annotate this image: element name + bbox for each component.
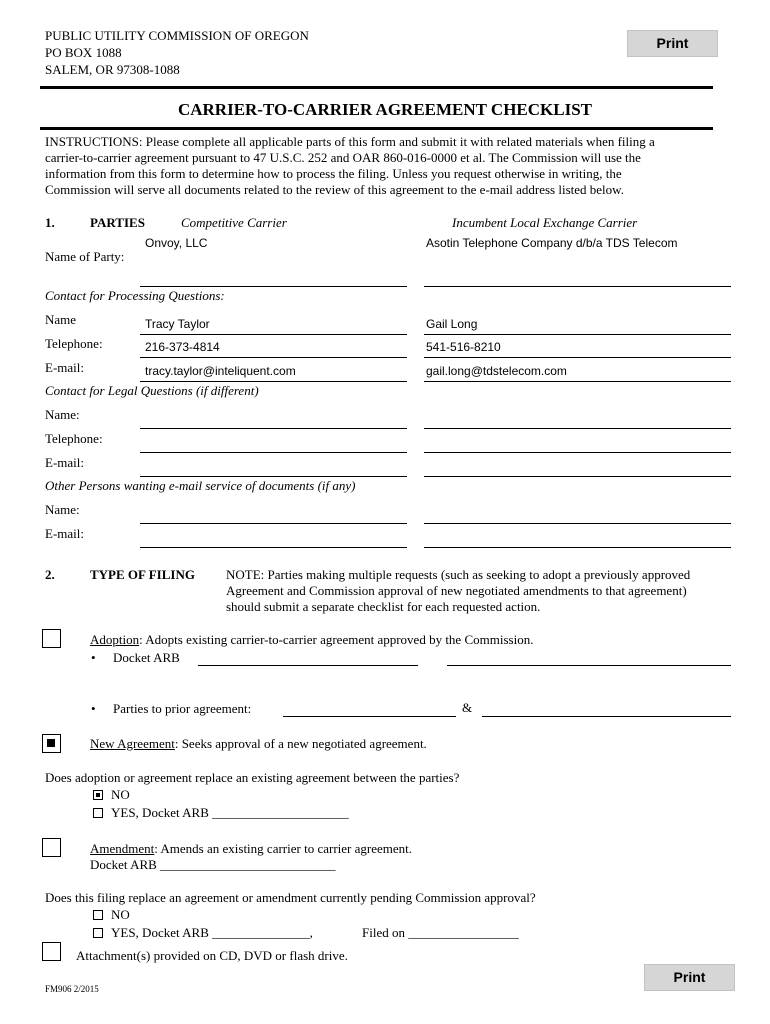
party-name-competitive[interactable]: Onvoy, LLC <box>145 236 208 250</box>
q2-no-label: NO <box>111 907 130 922</box>
legal-email-label: E-mail: <box>45 455 84 470</box>
adoption-description: : Adopts existing carrier-to-carrier agreement approved by the Commission. <box>139 632 534 647</box>
other-email-incumbent-field[interactable] <box>424 547 731 548</box>
q2-filed-on-label: Filed on _________________ <box>362 925 519 940</box>
page-title: CARRIER-TO-CARRIER AGREEMENT CHECKLIST <box>177 100 593 119</box>
org-address-city: SALEM, OR 97308-1088 <box>45 62 180 77</box>
prior-agreement-ampersand: & <box>462 700 473 715</box>
adoption-option <box>90 632 533 648</box>
q1-no-checkbox[interactable] <box>93 790 103 800</box>
q2-yes-checkbox[interactable] <box>93 928 103 938</box>
header-rule <box>40 86 713 89</box>
form-id: FM906 2/2015 <box>45 984 99 994</box>
new-agreement-label: New Agreement <box>90 736 175 751</box>
print-button-top[interactable]: Print <box>627 30 718 57</box>
amendment-checkbox[interactable] <box>42 838 61 857</box>
email-incumbent[interactable]: gail.long@tdstelecom.com <box>426 364 567 378</box>
section-1-number: 1. <box>45 215 55 230</box>
new-agreement-option <box>90 736 427 752</box>
docket-arb-label: • Docket ARB <box>113 650 180 666</box>
contact-name-label: Name <box>45 312 77 327</box>
contact-name-competitive-line <box>140 334 407 335</box>
contact-name-incumbent[interactable]: Gail Long <box>426 317 478 331</box>
legal-email-incumbent-field[interactable] <box>424 476 731 477</box>
q2-yes-label: YES, Docket ARB _______________, <box>111 925 313 940</box>
new-agreement-description: : Seeks approval of a new negotiated agreement. <box>174 736 427 751</box>
other-persons-label: Other Persons wanting e-mail service of documents (if any) <box>45 478 356 493</box>
org-name: PUBLIC UTILITY COMMISSION OF OREGON <box>45 28 309 43</box>
other-name-competitive-field[interactable] <box>140 523 407 524</box>
adoption-docket-field-2[interactable] <box>447 665 731 666</box>
legal-name-competitive-field[interactable] <box>140 428 407 429</box>
filing-note-line-3: should submit a separate checklist for each requested action. <box>226 599 541 614</box>
party-name-competitive-line <box>140 286 407 287</box>
contact-name-incumbent-line <box>424 334 731 335</box>
q1-no-label: NO <box>111 787 130 802</box>
q1-yes-label: YES, Docket ARB _____________________ <box>111 805 349 820</box>
contact-legal-label: Contact for Legal Questions (if different) <box>45 383 259 398</box>
legal-phone-competitive-field[interactable] <box>140 452 407 453</box>
party-name-incumbent-line <box>424 286 731 287</box>
contact-name-competitive[interactable]: Tracy Taylor <box>145 317 210 331</box>
prior-agreement-party-1-field[interactable] <box>283 716 456 717</box>
attachments-label: Attachment(s) provided on CD, DVD or flash drive. <box>76 948 348 963</box>
instructions-line-3: information from this form to determine how to process the filing. Unless you request otherwise in writing, the <box>45 166 622 181</box>
question-replace-pending: Does this filing replace an agreement or amendment currently pending Commission approval? <box>45 890 536 905</box>
phone-competitive-line <box>140 357 407 358</box>
email-incumbent-line <box>424 381 731 382</box>
telephone-label: Telephone: <box>45 336 103 351</box>
prior-agreement-label: • Parties to prior agreement: <box>113 701 251 717</box>
phone-competitive[interactable]: 216-373-4814 <box>145 340 220 354</box>
other-name-incumbent-field[interactable] <box>424 523 731 524</box>
email-competitive-line <box>140 381 407 382</box>
type-of-filing-heading: TYPE OF FILING <box>90 567 195 582</box>
instructions-line-1: INSTRUCTIONS: Please complete all applicable parts of this form and submit it with related materials when filing a <box>45 134 655 149</box>
instructions-line-2: carrier-to-carrier agreement pursuant to 47 U.S.C. 252 and OAR 860-016-0000 et al. The Commission will use the <box>45 150 641 165</box>
q2-no-checkbox[interactable] <box>93 910 103 920</box>
title-rule <box>40 127 713 130</box>
instructions-line-4: Commission will serve all documents related to the review of this agreement to the e-mail address listed below. <box>45 182 624 197</box>
amendment-option <box>90 841 412 857</box>
new-agreement-checkbox[interactable] <box>42 734 61 753</box>
parties-heading: PARTIES <box>90 215 145 230</box>
other-email-label: E-mail: <box>45 526 84 541</box>
other-name-label: Name: <box>45 502 80 517</box>
other-email-competitive-field[interactable] <box>140 547 407 548</box>
amendment-description: : Amends an existing carrier to carrier agreement. <box>154 841 412 856</box>
legal-name-incumbent-field[interactable] <box>424 428 731 429</box>
print-button-bottom[interactable]: Print <box>644 964 735 991</box>
party-name-incumbent[interactable]: Asotin Telephone Company d/b/a TDS Telecom <box>426 236 678 250</box>
question-replace-existing: Does adoption or agreement replace an existing agreement between the parties? <box>45 770 460 785</box>
adoption-checkbox[interactable] <box>42 629 61 648</box>
legal-email-competitive-field[interactable] <box>140 476 407 477</box>
phone-incumbent[interactable]: 541-516-8210 <box>426 340 501 354</box>
legal-telephone-label: Telephone: <box>45 431 103 446</box>
contact-processing-label: Contact for Processing Questions: <box>45 288 225 303</box>
filing-note-line-2: Agreement and Commission approval of new negotiated amendments to that agreement) <box>226 583 687 598</box>
adoption-label: Adoption <box>90 632 140 647</box>
filing-note-line-1: NOTE: Parties making multiple requests (such as seeking to adopt a previously approved <box>226 567 691 582</box>
incumbent-carrier-heading: Incumbent Local Exchange Carrier <box>452 215 638 230</box>
prior-agreement-party-2-field[interactable] <box>482 716 731 717</box>
org-address-pobox: PO BOX 1088 <box>45 45 122 60</box>
email-competitive[interactable]: tracy.taylor@inteliquent.com <box>145 364 296 378</box>
adoption-docket-field[interactable] <box>198 665 418 666</box>
attachments-checkbox[interactable] <box>42 942 61 961</box>
legal-phone-incumbent-field[interactable] <box>424 452 731 453</box>
amendment-docket-label: Docket ARB ___________________________ <box>90 857 336 872</box>
q1-yes-checkbox[interactable] <box>93 808 103 818</box>
email-label: E-mail: <box>45 360 84 375</box>
phone-incumbent-line <box>424 357 731 358</box>
amendment-label: Amendment <box>90 841 155 856</box>
section-2-number: 2. <box>45 567 55 582</box>
legal-name-label: Name: <box>45 407 80 422</box>
name-of-party-label: Name of Party: <box>45 249 125 264</box>
competitive-carrier-heading: Competitive Carrier <box>181 215 287 230</box>
